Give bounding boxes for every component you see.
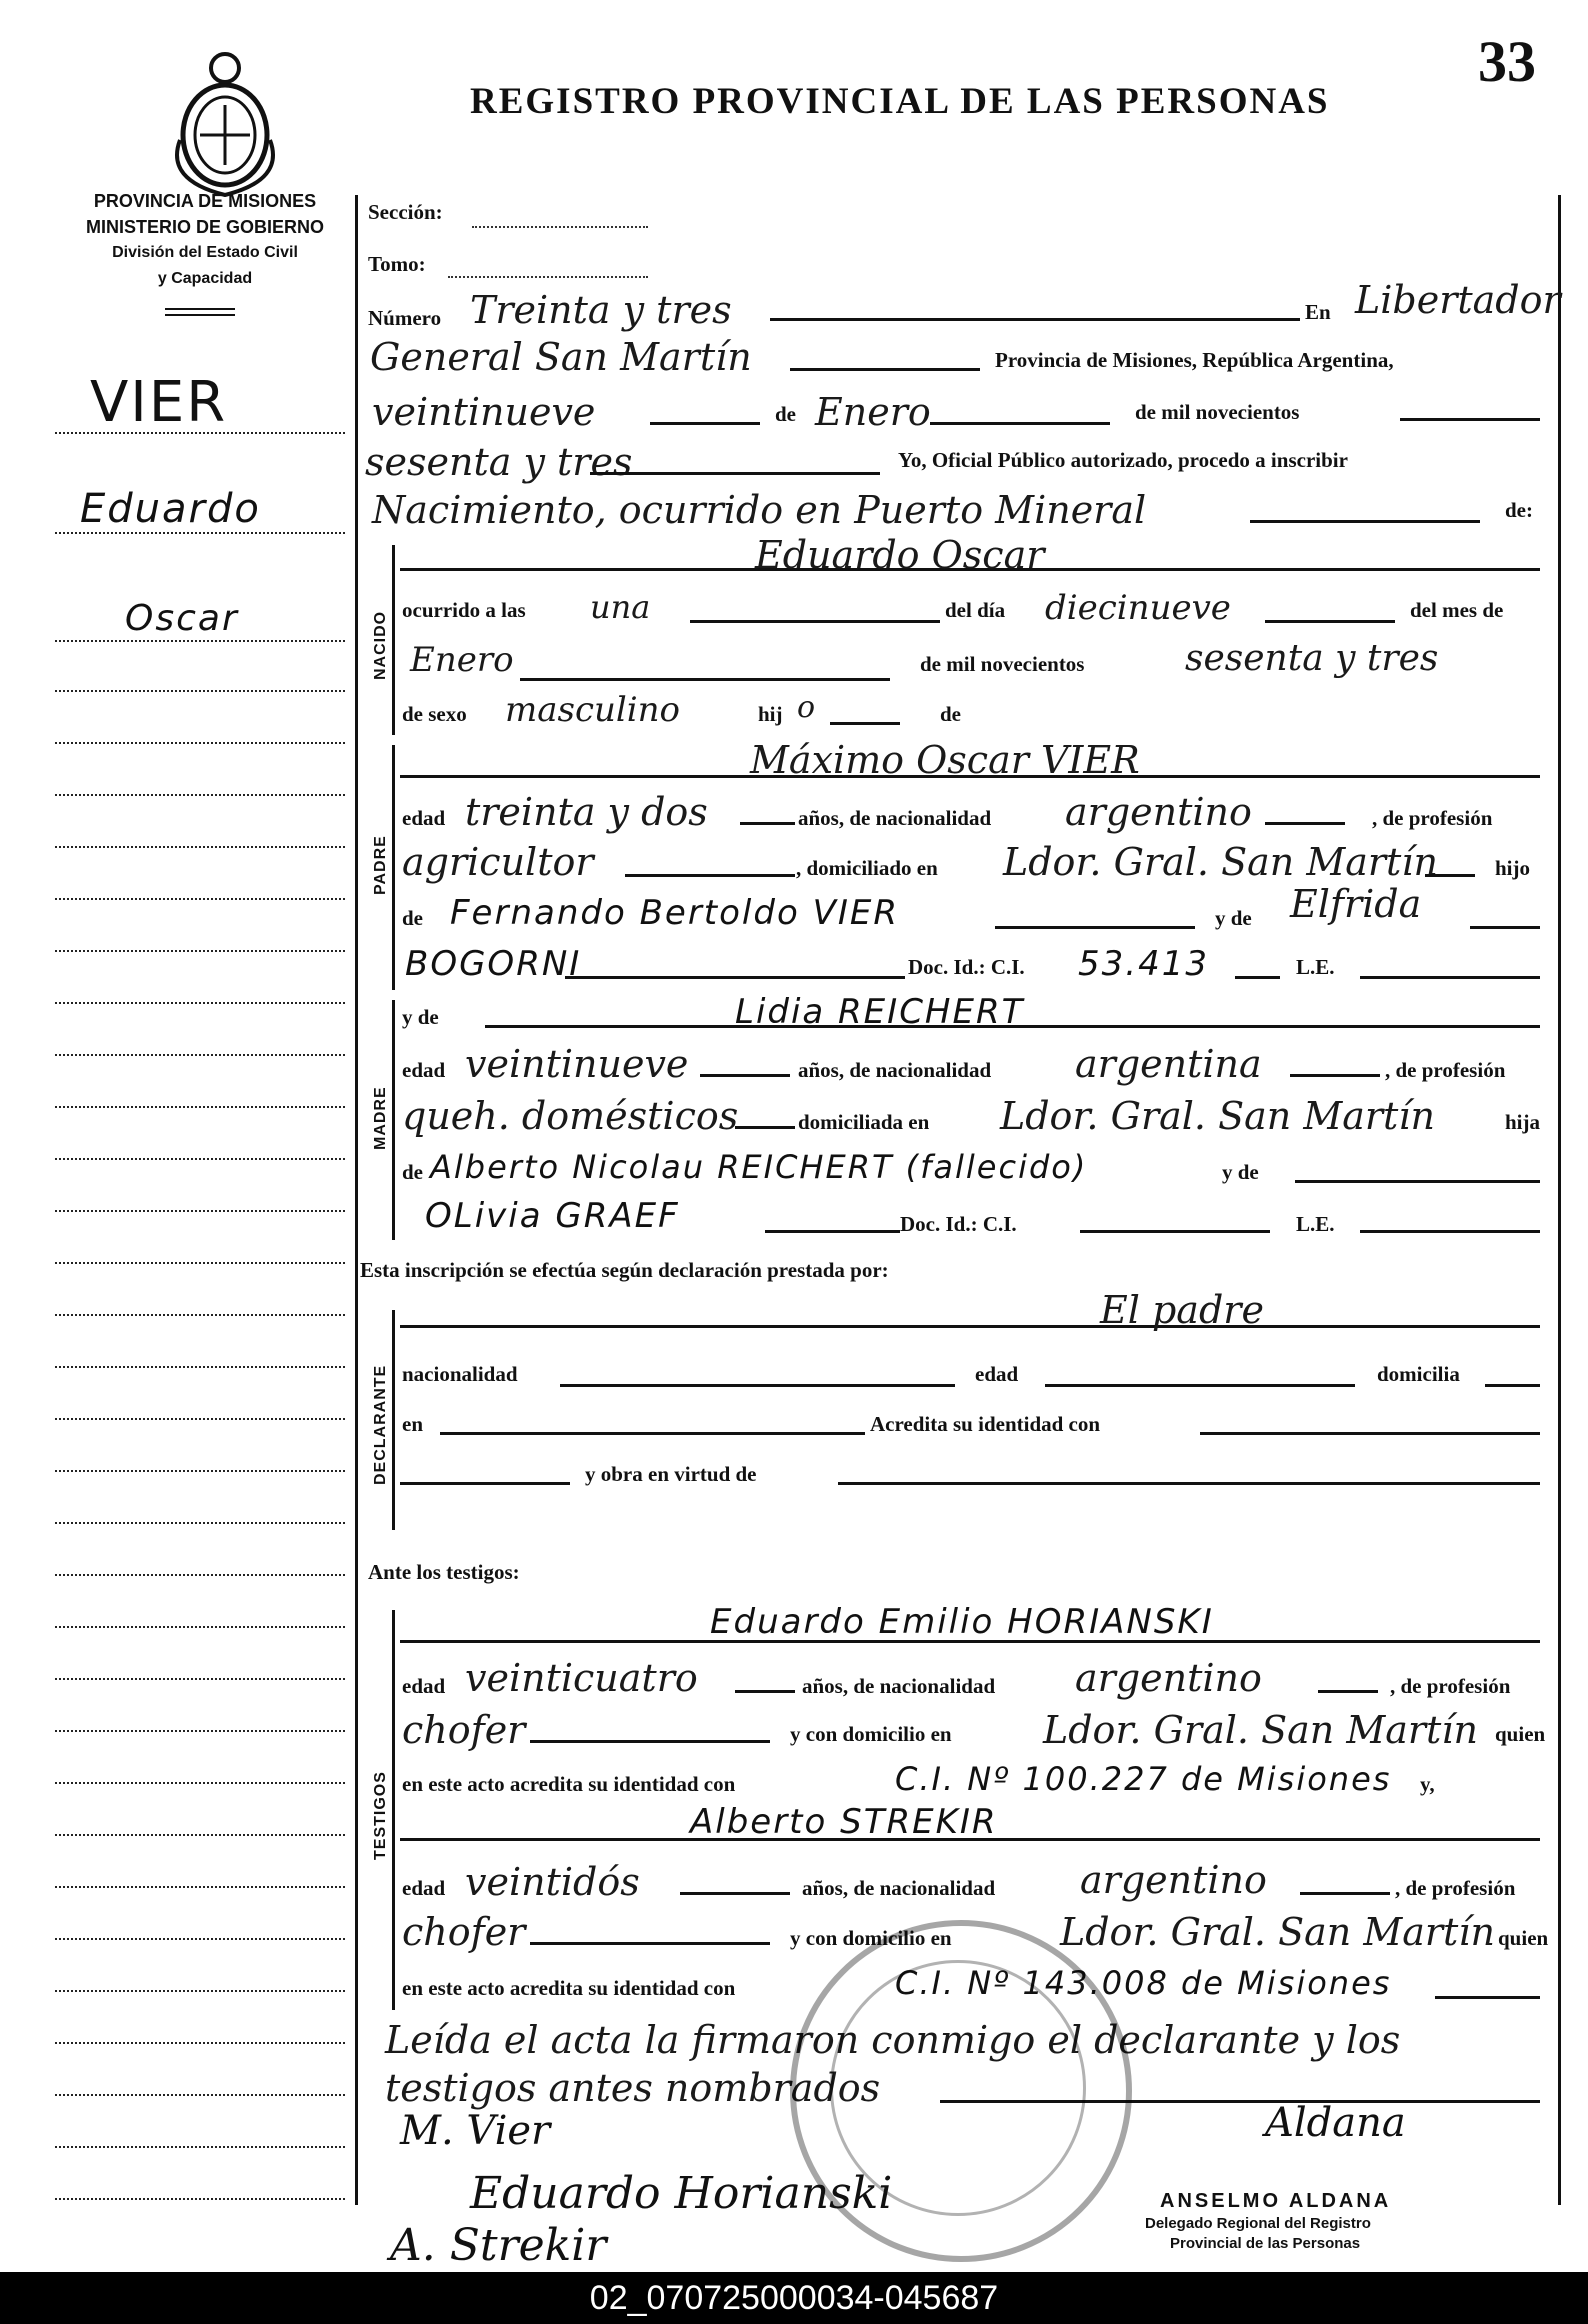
padre-ci-value: 53.413: [1078, 944, 1209, 984]
le-label: L.E.: [1296, 955, 1335, 979]
margin-line: [55, 1626, 345, 1628]
domiciliado-label: , domiciliado en: [796, 856, 938, 880]
tomo-field: [448, 276, 648, 278]
madre-prof-value: queh. domésticos: [402, 1094, 739, 1138]
testigo2-dom-value: Ldor. Gral. San Martín: [1060, 1910, 1495, 1954]
testigos-label: TESTIGOS: [372, 1771, 389, 1860]
hijo-label: hijo: [1495, 856, 1531, 880]
hij-label: hij: [758, 702, 783, 726]
margin-line: [55, 1990, 345, 1992]
fill-line: [1360, 1230, 1540, 1233]
signature-officer: Aldana: [1265, 2100, 1406, 2146]
signature-declarante: M. Vier: [400, 2108, 551, 2154]
margin-line: [55, 1834, 345, 1836]
fill-line: [770, 318, 1300, 321]
yo-oficial-label: Yo, Oficial Público autorizado, procedo a inscribir: [898, 448, 1348, 472]
fill-line: [1265, 822, 1345, 825]
y-de-label: y de: [1222, 1160, 1259, 1184]
testigo1-nombre-value: Eduardo Emilio HORIANSKI: [710, 1602, 1214, 1642]
fill-line: [1435, 1996, 1540, 1999]
signature-testigo2: A. Strekir: [390, 2220, 607, 2271]
officer-name: ANSELMO ALDANA: [1160, 2190, 1392, 2212]
padre-dom-value: Ldor. Gral. San Martín: [1003, 840, 1438, 884]
fill-line: [930, 422, 1110, 425]
anios-nac-label: años, de nacionalidad: [798, 806, 992, 830]
fill-line: [625, 874, 795, 877]
margin-name1: Eduardo: [80, 486, 261, 532]
testigo2-nac-value: argentino: [1080, 1858, 1267, 1902]
edad-label: edad: [402, 1876, 446, 1900]
declarante-label: DECLARANTE: [372, 1364, 389, 1485]
cierre-line1: Leída el acta la firmaron conmigo el declarante y los: [385, 2018, 1401, 2062]
margin-line: [55, 1886, 345, 1888]
testigo2-doc-value: C.I. Nº 143.008 de Misiones: [895, 1964, 1392, 2002]
dept-line3: División del Estado Civil: [112, 244, 298, 261]
padre-padre-value: Fernando Bertoldo VIER: [450, 893, 899, 933]
hora-value: una: [590, 588, 651, 626]
officer-title: Delegado Regional del Registro: [1145, 2215, 1371, 2232]
dept-line1: PROVINCIA DE MISIONES: [93, 191, 317, 211]
profesion-label: , de profesión: [1395, 1876, 1516, 1900]
madre-label: MADRE: [372, 1086, 389, 1150]
le-label: L.E.: [1296, 1212, 1335, 1236]
lugar1-value: Libertador: [1355, 278, 1561, 322]
fill-line: [1295, 1180, 1540, 1183]
de-label: de: [402, 906, 423, 930]
en-label: en: [402, 1412, 423, 1436]
seccion-label: Sección:: [368, 200, 443, 224]
margin-line: [55, 1574, 345, 1576]
margin-line: [55, 1210, 345, 1212]
page-number: 33: [1478, 29, 1536, 94]
nacido-label: NACIDO: [372, 610, 389, 680]
en-label: En: [1305, 300, 1331, 324]
del-dia-label: del día: [945, 598, 1006, 622]
fill-line: [400, 1325, 1540, 1328]
madre-madre-value: OLivia GRAEF: [425, 1196, 680, 1236]
margin-line: [55, 1782, 345, 1784]
anios-nac-label: años, de nacionalidad: [802, 1674, 996, 1698]
madre-padre-value: Alberto Nicolau REICHERT (fallecido): [430, 1148, 1088, 1186]
dept-line2: MINISTERIO DE GOBIERNO: [85, 217, 325, 237]
fill-line: [830, 722, 900, 725]
en-este-acto-label: en este acto acredita su identidad con: [402, 1772, 736, 1796]
margin-line: [55, 640, 345, 642]
margin-surname: VIER: [90, 370, 228, 435]
anio-value: sesenta y tres: [365, 440, 633, 484]
fill-line: [565, 976, 905, 979]
padre-prof-value: agricultor: [402, 840, 594, 884]
fill-line: [1300, 1892, 1390, 1895]
madre-nac-value: argentina: [1075, 1042, 1262, 1086]
margin-line: [55, 1314, 345, 1316]
fill-line: [1080, 1230, 1270, 1233]
testigo2-prof-value: chofer: [402, 1910, 526, 1954]
testigo2-nombre-value: Alberto STREKIR: [690, 1802, 998, 1842]
testigo1-dom-value: Ldor. Gral. San Martín: [1043, 1708, 1478, 1752]
testigo1-nac-value: argentino: [1075, 1656, 1262, 1700]
fill-line: [1470, 926, 1540, 929]
fill-line: [1318, 1690, 1378, 1693]
esta-inscripcion-label: Esta inscripción se efectúa según declaración prestada por:: [360, 1258, 889, 1282]
margin-line: [55, 898, 345, 900]
fill-line: [520, 678, 890, 681]
testigo1-doc-value: C.I. Nº 100.227 de Misiones: [895, 1760, 1392, 1798]
margin-line: [55, 1002, 345, 1004]
margin-line: [55, 1470, 345, 1472]
fill-line: [838, 1482, 1540, 1485]
nacionalidad-label: nacionalidad: [402, 1362, 518, 1386]
de-colon-label: de:: [1505, 498, 1533, 522]
y-obra-label: y obra en virtud de: [585, 1462, 757, 1486]
fill-line: [690, 620, 940, 623]
de-mil-label: de mil novecientos: [920, 652, 1085, 676]
margin-line: [55, 2146, 345, 2148]
edad-label: edad: [975, 1362, 1019, 1386]
profesion-label: , de profesión: [1390, 1674, 1511, 1698]
margin-line: [55, 1054, 345, 1056]
margin-name2: Oscar: [125, 598, 239, 639]
sexo-value: masculino: [505, 690, 681, 730]
ocurrido-label: ocurrido a las: [402, 598, 526, 622]
margin-line: [55, 2094, 345, 2096]
de-mil-label: de mil novecientos: [1135, 400, 1300, 424]
domiciliada-label: domiciliada en: [798, 1110, 930, 1134]
margin-line: [55, 532, 345, 534]
madre-edad-value: veintinueve: [465, 1042, 689, 1086]
dia-nac-value: diecinueve: [1045, 588, 1231, 628]
margin-line: [55, 1366, 345, 1368]
fill-line: [680, 1892, 790, 1895]
coat-of-arms-icon: [160, 50, 290, 200]
section-brace: [392, 1610, 395, 2010]
numero-value: Treinta y tres: [470, 288, 732, 332]
fill-line: [1045, 1384, 1355, 1387]
y-con-domicilio-label: y con domicilio en: [790, 1926, 952, 1950]
margin-line: [55, 1418, 345, 1420]
mes-nac-value: Enero: [410, 640, 514, 680]
margin-line: [55, 690, 345, 692]
margin-line: [55, 1158, 345, 1160]
y-de-label: y de: [402, 1005, 439, 1029]
madre-dom-value: Ldor. Gral. San Martín: [1000, 1094, 1435, 1138]
testigo1-edad-value: veinticuatro: [465, 1656, 698, 1700]
fill-line: [400, 1482, 570, 1485]
quien-label: quien: [1495, 1722, 1546, 1746]
document-id-footer: 02_070725000034-045687: [0, 2272, 1588, 2324]
doc-id-label: Doc. Id.: C.I.: [900, 1212, 1017, 1236]
quien-label: quien: [1498, 1926, 1549, 1950]
fill-line: [1360, 976, 1540, 979]
lugar2-value: General San Martín: [370, 335, 752, 379]
margin-line: [55, 950, 345, 952]
declarante-value: El padre: [1100, 1288, 1264, 1332]
section-brace: [392, 745, 395, 990]
fill-line: [700, 1074, 790, 1077]
fill-line: [735, 1126, 795, 1129]
fill-line: [590, 472, 880, 475]
margin-line: [55, 1938, 345, 1940]
edad-label: edad: [402, 806, 446, 830]
dia-value: veintinueve: [372, 390, 596, 434]
padre-edad-value: treinta y dos: [465, 790, 708, 834]
y-de-label: y de: [1215, 906, 1252, 930]
fill-line: [790, 368, 980, 371]
padre-madre1-value: Elfrida: [1290, 882, 1422, 926]
fill-line: [995, 926, 1195, 929]
edad-label: edad: [402, 1058, 446, 1082]
department-header: [40, 188, 370, 292]
padre-nac-value: argentino: [1065, 790, 1252, 834]
margin-line: [55, 1522, 345, 1524]
fill-line: [1200, 1432, 1540, 1435]
seccion-field: [472, 226, 648, 228]
margin-line: [55, 846, 345, 848]
anio-nac-value: sesenta y tres: [1185, 638, 1439, 679]
fill-line: [530, 1942, 770, 1945]
anios-nac-label: años, de nacionalidad: [798, 1058, 992, 1082]
hija-label: hija: [1505, 1110, 1541, 1134]
acredita-label: Acredita su identidad con: [870, 1412, 1101, 1436]
de-label: de: [940, 702, 961, 726]
profesion-label: , de profesión: [1385, 1058, 1506, 1082]
margin-line: [55, 432, 345, 434]
padre-madre2-value: BOGORNI: [405, 944, 582, 984]
testigo1-prof-value: chofer: [402, 1708, 526, 1752]
page-title: REGISTRO PROVINCIAL DE LAS PERSONAS: [470, 81, 1330, 122]
divider: [165, 308, 235, 310]
margin-line: [55, 1678, 345, 1680]
fill-line: [740, 822, 795, 825]
margin-line: [55, 1106, 345, 1108]
en-este-acto-label: en este acto acredita su identidad con: [402, 1976, 736, 2000]
profesion-label: , de profesión: [1372, 806, 1493, 830]
de-sexo-label: de sexo: [402, 702, 467, 726]
fill-line: [650, 422, 760, 425]
margin-line: [55, 742, 345, 744]
cierre-line2: testigos antes nombrados: [385, 2066, 881, 2110]
acto-value: Nacimiento, ocurrido en Puerto Mineral: [372, 488, 1147, 532]
divider: [165, 314, 235, 316]
del-mes-label: del mes de: [1410, 598, 1504, 622]
domicilia-label: domicilia: [1377, 1362, 1460, 1386]
fill-line: [1425, 874, 1475, 877]
margin-line: [55, 2042, 345, 2044]
tomo-label: Tomo:: [368, 252, 426, 276]
fill-line: [530, 1740, 770, 1743]
dept-line4: y Capacidad: [157, 270, 253, 287]
fill-line: [560, 1384, 955, 1387]
section-brace: [392, 1000, 395, 1240]
padre-label: PADRE: [372, 835, 389, 895]
fill-line: [735, 1690, 795, 1693]
fill-line: [1265, 620, 1395, 623]
nacido-nombre-value: Eduardo Oscar: [755, 533, 1045, 577]
fill-line: [765, 1230, 900, 1233]
section-brace: [392, 1310, 395, 1530]
margin-line: [55, 2198, 345, 2200]
mes-value: Enero: [815, 390, 931, 434]
y-comma-label: y,: [1420, 1772, 1435, 1796]
provincia-label: Provincia de Misiones, República Argentina,: [995, 348, 1394, 372]
fill-line: [1485, 1384, 1540, 1387]
fill-line: [440, 1432, 865, 1435]
section-brace: [392, 545, 395, 735]
de-label: de: [402, 1160, 423, 1184]
ante-testigos-label: Ante los testigos:: [368, 1560, 520, 1584]
madre-nombre-value: Lidia REICHERT: [735, 992, 1025, 1032]
fill-line: [1290, 1074, 1380, 1077]
testigo2-edad-value: veintidós: [465, 1860, 640, 1904]
padre-nombre-value: Máximo Oscar VIER: [750, 738, 1140, 782]
officer-title2: Provincial de las Personas: [1170, 2235, 1361, 2252]
hij-suffix-value: o: [797, 690, 816, 725]
fill-line: [1235, 976, 1280, 979]
numero-label: Número: [368, 306, 442, 330]
de-label: de: [775, 402, 796, 426]
fill-line: [1250, 520, 1480, 523]
y-con-domicilio-label: y con domicilio en: [790, 1722, 952, 1746]
anios-nac-label: años, de nacionalidad: [802, 1876, 996, 1900]
margin-line: [55, 794, 345, 796]
margin-line: [55, 1262, 345, 1264]
doc-id-label: Doc. Id.: C.I.: [908, 955, 1025, 979]
edad-label: edad: [402, 1674, 446, 1698]
margin-line: [55, 1730, 345, 1732]
fill-line: [1400, 418, 1540, 421]
signature-testigo1: Eduardo Horianski: [470, 2168, 893, 2219]
